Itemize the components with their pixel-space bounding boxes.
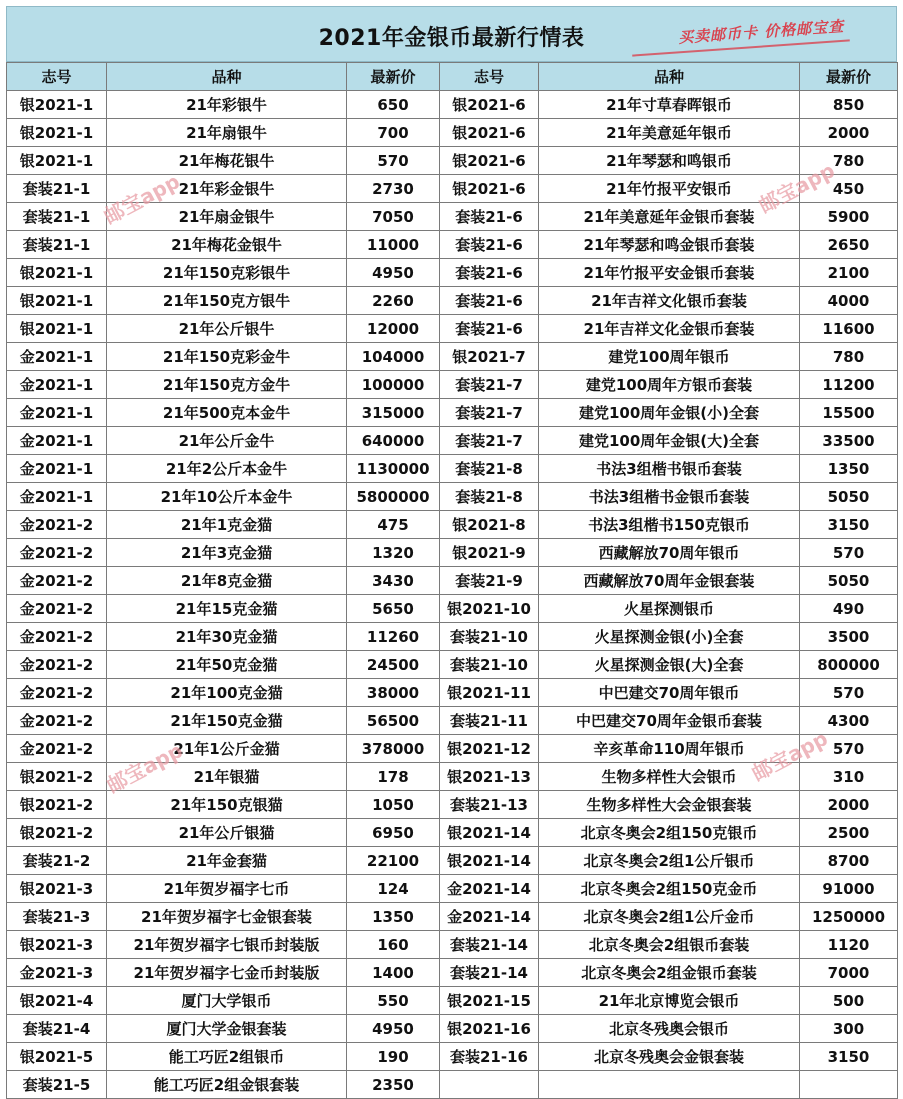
right-code-cell: 套装21-6 [440, 259, 539, 287]
table-row [7, 959, 898, 987]
left-code-cell: 金2021-3 [7, 959, 107, 987]
right-item-cell: 21年吉祥文化金银币套装 [539, 315, 800, 343]
watermark: 邮宝app [102, 737, 187, 798]
right-price-cell: 500 [800, 987, 898, 1015]
left-code-cell: 套装21-1 [7, 175, 107, 203]
left-code-cell: 银2021-1 [7, 259, 107, 287]
right-code-cell: 银2021-7 [440, 343, 539, 371]
right-item-cell: 北京冬残奥会金银套装 [539, 1043, 800, 1071]
right-item-cell: 北京冬奥会2组1公斤银币 [539, 847, 800, 875]
table-row [7, 707, 898, 735]
left-code-cell: 金2021-1 [7, 483, 107, 511]
left-code-cell: 银2021-1 [7, 119, 107, 147]
table-row [7, 623, 898, 651]
right-item-cell: 21年美意延年金银币套装 [539, 203, 800, 231]
left-price-cell: 11000 [347, 231, 440, 259]
left-item-cell: 21年150克金猫 [107, 707, 347, 735]
table-row [7, 175, 898, 203]
left-price-cell: 6950 [347, 819, 440, 847]
left-price-cell: 1130000 [347, 455, 440, 483]
left-price-cell: 2350 [347, 1071, 440, 1099]
right-code-cell: 银2021-15 [440, 987, 539, 1015]
table-row [7, 987, 898, 1015]
left-code-cell: 金2021-1 [7, 371, 107, 399]
table-row [7, 679, 898, 707]
table-row [7, 287, 898, 315]
table-body [7, 91, 898, 1099]
right-price-cell: 11600 [800, 315, 898, 343]
left-item-cell: 厦门大学银币 [107, 987, 347, 1015]
table-row [7, 1015, 898, 1043]
left-price-cell: 570 [347, 147, 440, 175]
right-price-cell: 4300 [800, 707, 898, 735]
left-code-cell: 金2021-1 [7, 455, 107, 483]
right-code-cell: 银2021-11 [440, 679, 539, 707]
right-item-cell: 建党100周年金银(小)全套 [539, 399, 800, 427]
right-item-cell: 西藏解放70周年银币 [539, 539, 800, 567]
left-item-cell: 21年公斤金牛 [107, 427, 347, 455]
right-price-cell: 5900 [800, 203, 898, 231]
left-item-cell: 21年银猫 [107, 763, 347, 791]
right-price-cell: 91000 [800, 875, 898, 903]
left-price-cell: 475 [347, 511, 440, 539]
left-code-cell: 银2021-3 [7, 931, 107, 959]
right-price-cell: 780 [800, 147, 898, 175]
header-code-left: 志号 [7, 63, 107, 91]
table-row [7, 651, 898, 679]
price-table [6, 62, 898, 1099]
left-item-cell: 21年2公斤本金牛 [107, 455, 347, 483]
right-price-cell: 1350 [800, 455, 898, 483]
table-row [7, 931, 898, 959]
left-item-cell: 21年贺岁福字七币 [107, 875, 347, 903]
left-item-cell: 21年梅花银牛 [107, 147, 347, 175]
right-price-cell: 3500 [800, 623, 898, 651]
header-code-right: 志号 [440, 63, 539, 91]
right-item-cell: 北京冬奥会2组金银币套装 [539, 959, 800, 987]
left-item-cell: 21年150克方金牛 [107, 371, 347, 399]
left-code-cell: 银2021-2 [7, 763, 107, 791]
left-item-cell: 21年150克银猫 [107, 791, 347, 819]
right-item-cell: 建党100周年金银(大)全套 [539, 427, 800, 455]
right-code-cell: 套装21-10 [440, 651, 539, 679]
left-item-cell: 21年金套猫 [107, 847, 347, 875]
right-price-cell: 2500 [800, 819, 898, 847]
page-title: 2021年金银币最新行情表 [318, 26, 585, 51]
left-code-cell: 套装21-1 [7, 231, 107, 259]
left-code-cell: 金2021-2 [7, 707, 107, 735]
left-code-cell: 套装21-3 [7, 903, 107, 931]
left-item-cell: 21年3克金猫 [107, 539, 347, 567]
left-code-cell: 金2021-1 [7, 427, 107, 455]
table-row [7, 203, 898, 231]
left-price-cell: 7050 [347, 203, 440, 231]
title-banner [6, 6, 897, 62]
right-code-cell: 套装21-16 [440, 1043, 539, 1071]
right-price-cell: 490 [800, 595, 898, 623]
left-price-cell: 124 [347, 875, 440, 903]
left-item-cell: 厦门大学金银套装 [107, 1015, 347, 1043]
left-price-cell: 1320 [347, 539, 440, 567]
right-code-cell: 套装21-7 [440, 371, 539, 399]
left-item-cell: 21年梅花金银牛 [107, 231, 347, 259]
right-price-cell: 5050 [800, 483, 898, 511]
left-price-cell: 190 [347, 1043, 440, 1071]
right-item-cell: 火星探测金银(小)全套 [539, 623, 800, 651]
left-price-cell: 3430 [347, 567, 440, 595]
left-price-cell: 1400 [347, 959, 440, 987]
table-row [7, 847, 898, 875]
left-price-cell: 1350 [347, 903, 440, 931]
right-price-cell: 2000 [800, 119, 898, 147]
left-code-cell: 金2021-2 [7, 539, 107, 567]
right-price-cell: 15500 [800, 399, 898, 427]
right-item-cell: 21年寸草春晖银币 [539, 91, 800, 119]
right-item-cell: 西藏解放70周年金银套装 [539, 567, 800, 595]
table-row [7, 483, 898, 511]
right-price-cell: 570 [800, 679, 898, 707]
right-code-cell: 银2021-16 [440, 1015, 539, 1043]
right-item-cell: 北京冬残奥会银币 [539, 1015, 800, 1043]
right-code-cell: 套装21-6 [440, 315, 539, 343]
left-price-cell: 2730 [347, 175, 440, 203]
right-item-cell: 火星探测金银(大)全套 [539, 651, 800, 679]
watermark: 邮宝app [747, 725, 832, 786]
left-item-cell: 21年150克方银牛 [107, 287, 347, 315]
right-item-cell: 火星探测银币 [539, 595, 800, 623]
right-price-cell: 11200 [800, 371, 898, 399]
table-row [7, 819, 898, 847]
table-row [7, 91, 898, 119]
right-item-cell: 21年琴瑟和鸣金银币套装 [539, 231, 800, 259]
right-code-cell: 银2021-6 [440, 119, 539, 147]
left-item-cell: 21年50克金猫 [107, 651, 347, 679]
right-price-cell: 4000 [800, 287, 898, 315]
table-row [7, 259, 898, 287]
right-code-cell: 银2021-14 [440, 819, 539, 847]
right-item-cell: 21年美意延年银币 [539, 119, 800, 147]
left-price-cell: 640000 [347, 427, 440, 455]
right-price-cell: 5050 [800, 567, 898, 595]
table-row [7, 1043, 898, 1071]
left-code-cell: 金2021-2 [7, 567, 107, 595]
right-price-cell: 2000 [800, 791, 898, 819]
right-price-cell: 3150 [800, 1043, 898, 1071]
right-code-cell: 银2021-12 [440, 735, 539, 763]
left-code-cell: 金2021-2 [7, 651, 107, 679]
left-code-cell: 金2021-2 [7, 735, 107, 763]
table-row [7, 315, 898, 343]
right-item-cell: 建党100周年方银币套装 [539, 371, 800, 399]
right-item-cell: 建党100周年银币 [539, 343, 800, 371]
left-item-cell: 21年1克金猫 [107, 511, 347, 539]
left-price-cell: 650 [347, 91, 440, 119]
table-row [7, 903, 898, 931]
right-item-cell: 北京冬奥会2组150克金币 [539, 875, 800, 903]
table-row [7, 791, 898, 819]
right-price-cell: 3150 [800, 511, 898, 539]
right-item-cell: 生物多样性大会银币 [539, 763, 800, 791]
right-code-cell: 套装21-6 [440, 203, 539, 231]
watermark: 邮宝app [99, 168, 184, 229]
left-code-cell: 银2021-4 [7, 987, 107, 1015]
left-item-cell: 21年公斤银牛 [107, 315, 347, 343]
left-code-cell: 金2021-2 [7, 623, 107, 651]
table-row [7, 427, 898, 455]
right-item-cell: 21年吉祥文化银币套装 [539, 287, 800, 315]
right-code-cell: 套装21-14 [440, 931, 539, 959]
table-row [7, 371, 898, 399]
table-row [7, 875, 898, 903]
right-price-cell: 8700 [800, 847, 898, 875]
left-price-cell: 5650 [347, 595, 440, 623]
table-row [7, 1071, 898, 1099]
right-item-cell: 北京冬奥会2组150克银币 [539, 819, 800, 847]
left-item-cell: 21年1公斤金猫 [107, 735, 347, 763]
right-code-cell: 银2021-10 [440, 595, 539, 623]
right-item-cell: 21年竹报平安金银币套装 [539, 259, 800, 287]
right-item-cell: 中巴建交70周年银币 [539, 679, 800, 707]
right-code-cell: 银2021-8 [440, 511, 539, 539]
left-code-cell: 银2021-1 [7, 287, 107, 315]
left-price-cell: 2260 [347, 287, 440, 315]
table-row [7, 119, 898, 147]
left-item-cell: 21年8克金猫 [107, 567, 347, 595]
right-code-cell: 银2021-9 [440, 539, 539, 567]
right-price-cell: 780 [800, 343, 898, 371]
left-item-cell: 21年150克彩银牛 [107, 259, 347, 287]
left-price-cell: 22100 [347, 847, 440, 875]
left-item-cell: 21年15克金猫 [107, 595, 347, 623]
header-price-right: 最新价 [800, 63, 898, 91]
left-item-cell: 21年扇银牛 [107, 119, 347, 147]
right-code-cell: 套装21-7 [440, 427, 539, 455]
right-code-cell: 金2021-14 [440, 903, 539, 931]
right-price-cell: 7000 [800, 959, 898, 987]
left-code-cell: 银2021-1 [7, 147, 107, 175]
left-code-cell: 银2021-2 [7, 819, 107, 847]
table-row [7, 231, 898, 259]
right-code-cell: 套装21-8 [440, 483, 539, 511]
right-code-cell: 银2021-6 [440, 91, 539, 119]
left-price-cell: 4950 [347, 1015, 440, 1043]
right-price-cell: 300 [800, 1015, 898, 1043]
left-item-cell: 21年贺岁福字七金银套装 [107, 903, 347, 931]
left-code-cell: 金2021-2 [7, 511, 107, 539]
table-row [7, 735, 898, 763]
left-code-cell: 金2021-2 [7, 679, 107, 707]
left-code-cell: 银2021-3 [7, 875, 107, 903]
right-item-cell: 21年琴瑟和鸣银币 [539, 147, 800, 175]
left-item-cell: 21年150克彩金牛 [107, 343, 347, 371]
right-item-cell: 书法3组楷书银币套装 [539, 455, 800, 483]
left-price-cell: 178 [347, 763, 440, 791]
right-price-cell: 800000 [800, 651, 898, 679]
header-price-left: 最新价 [347, 63, 440, 91]
right-code-cell: 套装21-7 [440, 399, 539, 427]
left-price-cell: 100000 [347, 371, 440, 399]
left-price-cell: 4950 [347, 259, 440, 287]
stamp-text: 买卖邮币卡 价格邮宝查 [677, 17, 845, 47]
left-code-cell: 银2021-2 [7, 791, 107, 819]
left-price-cell: 104000 [347, 343, 440, 371]
table-row [7, 595, 898, 623]
header-item-left: 品种 [107, 63, 347, 91]
right-price-cell: 1120 [800, 931, 898, 959]
right-code-cell: 套装21-6 [440, 231, 539, 259]
right-price-cell: 570 [800, 539, 898, 567]
left-item-cell: 21年500克本金牛 [107, 399, 347, 427]
right-item-cell: 21年竹报平安银币 [539, 175, 800, 203]
right-code-cell: 套装21-8 [440, 455, 539, 483]
right-price-cell: 570 [800, 735, 898, 763]
left-price-cell: 700 [347, 119, 440, 147]
header-row [7, 63, 898, 91]
right-code-cell: 套装21-9 [440, 567, 539, 595]
left-price-cell: 160 [347, 931, 440, 959]
left-code-cell: 银2021-1 [7, 91, 107, 119]
left-code-cell: 银2021-1 [7, 315, 107, 343]
right-code-cell: 套装21-6 [440, 287, 539, 315]
left-code-cell: 套装21-2 [7, 847, 107, 875]
left-item-cell: 21年贺岁福字七银币封装版 [107, 931, 347, 959]
table-row [7, 147, 898, 175]
left-item-cell: 能工巧匠2组银币 [107, 1043, 347, 1071]
right-item-cell: 生物多样性大会金银套装 [539, 791, 800, 819]
left-code-cell: 银2021-5 [7, 1043, 107, 1071]
table-row [7, 399, 898, 427]
right-item-cell: 21年北京博览会银币 [539, 987, 800, 1015]
right-code-cell: 银2021-6 [440, 147, 539, 175]
left-price-cell: 5800000 [347, 483, 440, 511]
right-item-cell: 书法3组楷书金银币套装 [539, 483, 800, 511]
left-price-cell: 12000 [347, 315, 440, 343]
left-item-cell: 21年扇金银牛 [107, 203, 347, 231]
left-price-cell: 550 [347, 987, 440, 1015]
left-item-cell: 21年30克金猫 [107, 623, 347, 651]
left-price-cell: 11260 [347, 623, 440, 651]
right-code-cell: 套装21-10 [440, 623, 539, 651]
left-code-cell: 金2021-1 [7, 399, 107, 427]
table-row [7, 455, 898, 483]
right-item-cell: 北京冬奥会2组1公斤金币 [539, 903, 800, 931]
right-price-cell: 2650 [800, 231, 898, 259]
right-item-cell: 北京冬奥会2组银币套装 [539, 931, 800, 959]
right-code-cell: 套装21-14 [440, 959, 539, 987]
left-item-cell: 21年彩金银牛 [107, 175, 347, 203]
right-item-cell [539, 1071, 800, 1099]
right-code-cell: 银2021-14 [440, 847, 539, 875]
right-item-cell: 辛亥革命110周年银币 [539, 735, 800, 763]
right-price-cell: 1250000 [800, 903, 898, 931]
right-code-cell: 金2021-14 [440, 875, 539, 903]
left-code-cell: 套装21-4 [7, 1015, 107, 1043]
table-row [7, 567, 898, 595]
header-item-right: 品种 [539, 63, 800, 91]
right-price-cell: 310 [800, 763, 898, 791]
right-item-cell: 中巴建交70周年金银币套装 [539, 707, 800, 735]
table-row [7, 343, 898, 371]
left-price-cell: 56500 [347, 707, 440, 735]
right-code-cell [440, 1071, 539, 1099]
left-price-cell: 378000 [347, 735, 440, 763]
table-row [7, 763, 898, 791]
right-price-cell [800, 1071, 898, 1099]
table-row [7, 511, 898, 539]
left-item-cell: 21年彩银牛 [107, 91, 347, 119]
left-code-cell: 金2021-1 [7, 343, 107, 371]
right-price-cell: 33500 [800, 427, 898, 455]
right-price-cell: 850 [800, 91, 898, 119]
right-item-cell: 书法3组楷书150克银币 [539, 511, 800, 539]
left-code-cell: 套装21-1 [7, 203, 107, 231]
right-code-cell: 套装21-13 [440, 791, 539, 819]
left-item-cell: 21年贺岁福字七金币封装版 [107, 959, 347, 987]
left-price-cell: 24500 [347, 651, 440, 679]
left-item-cell: 21年公斤银猫 [107, 819, 347, 847]
left-price-cell: 315000 [347, 399, 440, 427]
left-price-cell: 1050 [347, 791, 440, 819]
right-price-cell: 450 [800, 175, 898, 203]
right-price-cell: 2100 [800, 259, 898, 287]
left-price-cell: 38000 [347, 679, 440, 707]
left-code-cell: 套装21-5 [7, 1071, 107, 1099]
left-item-cell: 21年100克金猫 [107, 679, 347, 707]
right-code-cell: 套装21-11 [440, 707, 539, 735]
table-row [7, 539, 898, 567]
left-item-cell: 能工巧匠2组金银套装 [107, 1071, 347, 1099]
left-item-cell: 21年10公斤本金牛 [107, 483, 347, 511]
watermark: 邮宝app [754, 157, 839, 218]
right-code-cell: 银2021-13 [440, 763, 539, 791]
right-code-cell: 银2021-6 [440, 175, 539, 203]
left-code-cell: 金2021-2 [7, 595, 107, 623]
